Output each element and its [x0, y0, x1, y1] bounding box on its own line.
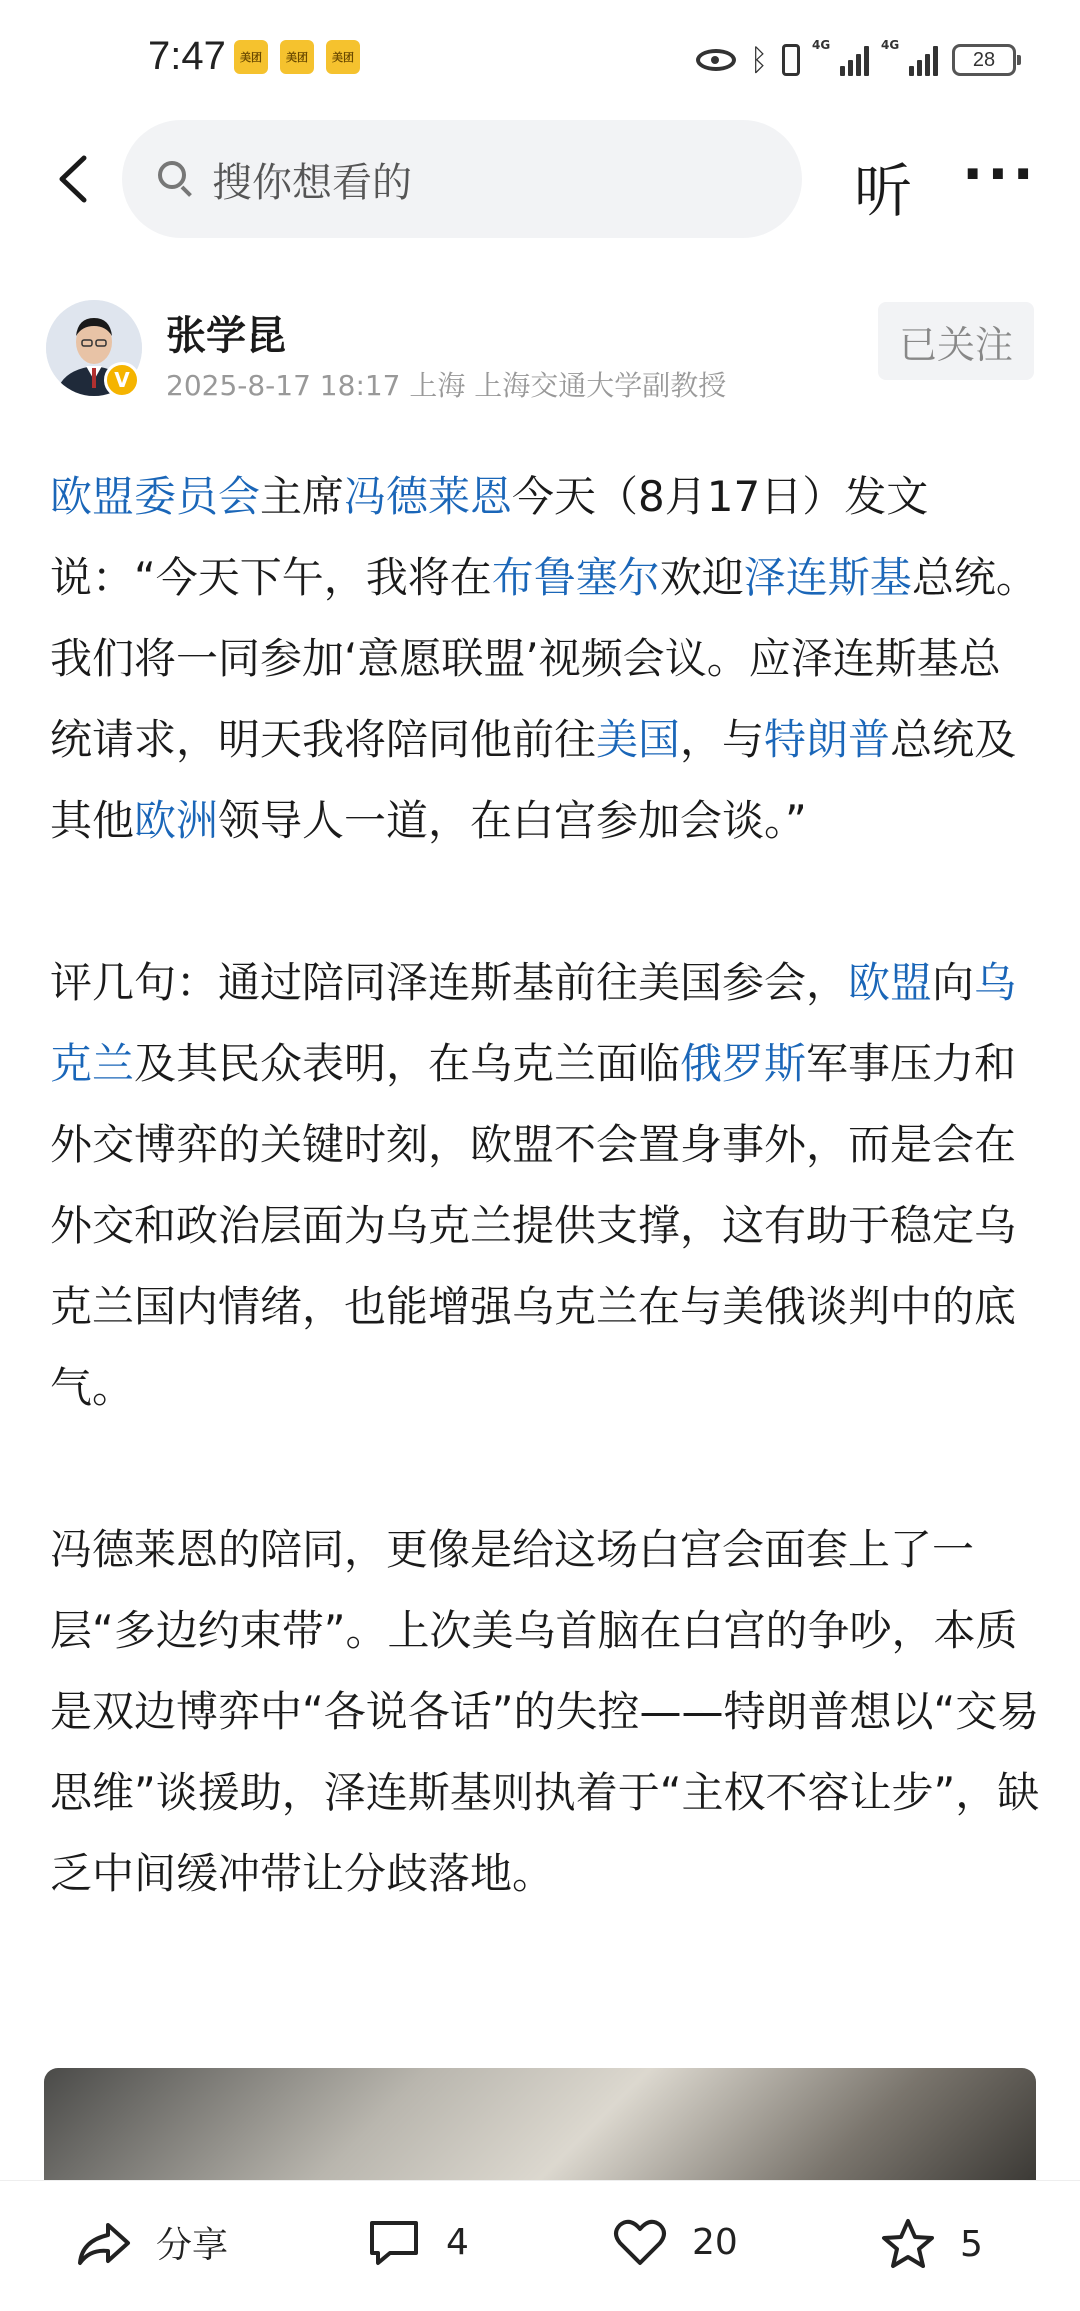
paragraph-text: ，与	[680, 715, 765, 764]
meituan-app-icon: 美团	[326, 40, 360, 74]
paragraph-text: 评几句：通过陪同泽连斯基前往美国参会，	[50, 958, 849, 1007]
status-time: 7:47	[148, 34, 226, 78]
like-count: 20	[692, 2221, 738, 2263]
paragraph-text: 军事压力和外交博弈的关键时刻，欧盟不会置身事外，而是会在外交和政治层面为乌克兰提供支撑，这有助于稳定乌克兰国内情绪，也能增强乌克兰在与美俄谈判中的底气。	[50, 1039, 1017, 1412]
search-input[interactable]	[122, 120, 802, 238]
article-image[interactable]	[44, 2068, 1036, 2180]
paragraph	[50, 1509, 1040, 1914]
search-placeholder: 搜你想看的	[212, 159, 412, 206]
entity-link[interactable]: 欧盟	[848, 958, 933, 1007]
paragraph-text: 总统及其他	[50, 715, 1017, 845]
top-nav	[0, 120, 1080, 240]
entity-link[interactable]: 乌克兰	[50, 958, 1017, 1088]
paragraph-text: 向	[932, 958, 975, 1007]
listen-button[interactable]: 听	[854, 157, 913, 225]
paragraph-text: 主席	[260, 472, 345, 521]
status-indicators	[696, 38, 1016, 82]
bottom-action-bar	[0, 2180, 1080, 2311]
share-label: 分享	[156, 2225, 229, 2266]
paragraph	[50, 456, 1040, 861]
back-icon[interactable]	[52, 154, 92, 204]
eye-icon	[696, 49, 736, 71]
favorite-count: 5	[960, 2223, 983, 2265]
entity-link[interactable]: 俄罗斯	[680, 1039, 807, 1088]
vibrate-icon	[782, 44, 800, 76]
notification-icons	[234, 40, 360, 74]
share-icon	[76, 2219, 132, 2267]
entity-link[interactable]: 欧洲	[134, 796, 219, 845]
star-icon	[880, 2217, 936, 2271]
paragraph-text: 及其民众表明，在乌克兰面临	[134, 1039, 681, 1088]
entity-link[interactable]: 特朗普	[764, 715, 891, 764]
meituan-app-icon: 美团	[234, 40, 268, 74]
post-meta: 2025-8-17 18:17 上海 上海交通大学副教授	[166, 369, 727, 402]
status-bar	[0, 0, 1080, 126]
paragraph	[50, 942, 1040, 1428]
article-body	[50, 456, 1040, 1914]
signal-icon: 4G	[883, 44, 938, 76]
comment-button[interactable]	[366, 2217, 469, 2267]
comment-icon	[366, 2217, 422, 2267]
entity-link[interactable]: 冯德莱恩	[344, 472, 513, 521]
paragraph-text: 今天（8月17日）发文说：“今天下午，我将在	[50, 472, 929, 602]
paragraph-text: 领导人一道，在白宫参加会谈。”	[218, 796, 807, 845]
paragraph-text: 欢迎	[659, 553, 744, 602]
verified-badge-icon: V	[104, 362, 140, 398]
author-header	[0, 300, 1080, 400]
like-button[interactable]	[612, 2217, 738, 2267]
paragraph-text: 冯德莱恩的陪同，更像是给这场白宫会面套上了一层“多边约束带”。上次美乌首脑在白宫的争吵，本质是双边博弈中“各说各话”的失控——特朗普想以“交易思维”谈援助，泽连斯基则执着于“主权不容让步”，缺乏中间缓冲带让分歧落地。	[50, 1525, 1040, 1898]
entity-link[interactable]: 泽连斯基	[743, 553, 912, 602]
author-name[interactable]: 张学昆	[166, 313, 286, 359]
paragraph-text: 总统。我们将一同参加‘意愿联盟’视频会议。应泽连斯基总统请求，明天我将陪同他前往	[50, 553, 1038, 764]
follow-button[interactable]: 已关注	[878, 302, 1034, 380]
entity-link[interactable]: 布鲁塞尔	[491, 553, 660, 602]
entity-link[interactable]: 欧盟委员会	[50, 472, 261, 521]
meituan-app-icon: 美团	[280, 40, 314, 74]
more-icon[interactable]: ···	[962, 142, 1038, 207]
comment-count: 4	[446, 2221, 469, 2263]
battery-icon: 28	[952, 44, 1016, 76]
signal-icon: 4G	[814, 44, 869, 76]
share-button[interactable]	[76, 2217, 228, 2268]
search-icon	[158, 161, 194, 197]
favorite-button[interactable]	[880, 2217, 983, 2271]
entity-link[interactable]: 美国	[596, 715, 681, 764]
heart-icon	[612, 2217, 668, 2267]
bluetooth-icon: ᛒ	[750, 42, 768, 78]
